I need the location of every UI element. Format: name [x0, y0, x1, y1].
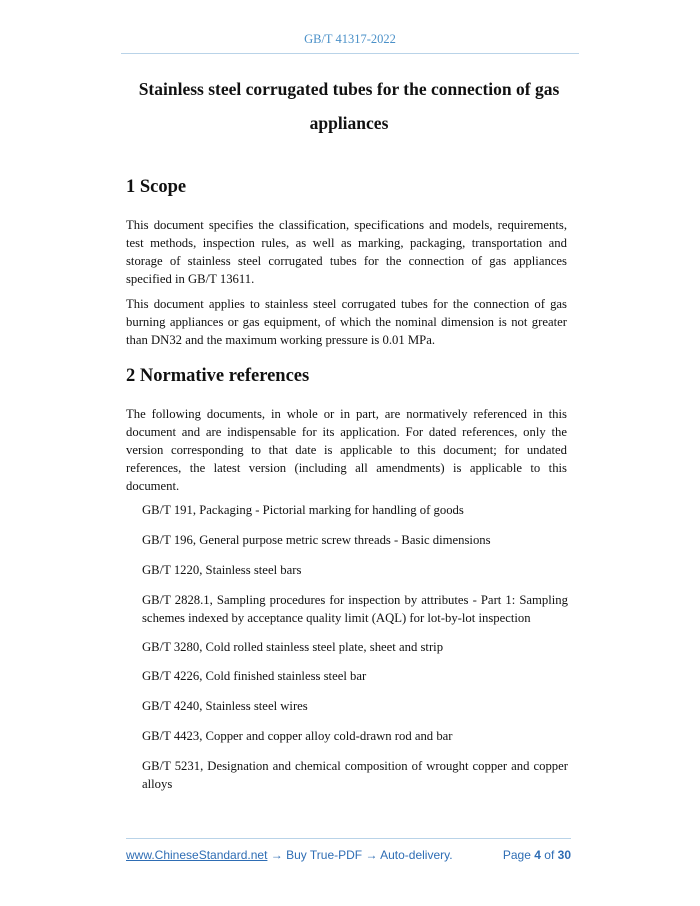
section-heading-scope: 1 Scope [126, 177, 187, 197]
footer-promo [126, 848, 453, 862]
reference-item: GB/T 3280, Cold rolled stainless steel plate, sheet and strip [142, 640, 444, 654]
total-pages: 30 [557, 848, 571, 862]
page-footer [126, 848, 571, 864]
reference-item: GB/T 1220, Stainless steel bars [142, 563, 302, 577]
reference-item: GB/T 196, General purpose metric screw threads - Basic dimensions [142, 533, 491, 547]
chinesestandard-link[interactable]: www.ChineseStandard.net [126, 848, 268, 862]
reference-item: GB/T 191, Packaging - Pictorial marking for handling of goods [142, 503, 464, 517]
footer-divider [126, 838, 571, 839]
section-heading-normative-references: 2 Normative references [126, 366, 310, 386]
reference-item: GB/T 4240, Stainless steel wires [142, 699, 308, 713]
reference-item: GB/T 2828.1, Sampling procedures for inspection by attributes - Part 1: Sampling schemes indexed by acceptance quality limit (AQL) for lot-by-lot inspection [142, 593, 568, 625]
current-page-number: 4 [534, 848, 541, 862]
footer-promo-text: → Buy True-PDF → Auto-delivery. [267, 848, 453, 862]
reference-item: GB/T 5231, Designation and chemical composition of wrought copper and copper alloys [142, 759, 568, 791]
header-divider [121, 53, 579, 54]
normative-references-intro: The following documents, in whole or in part, are normatively referenced in this document and are indispensable for its application. For dated references, only the version corresponding to that date is applicable to this document; for undated references, the latest version (including all amendments) is applicable to this document. [126, 407, 567, 493]
document-title-line-2: appliances [309, 113, 389, 133]
header-standard-code: GB/T 41317-2022 [304, 32, 396, 46]
document-title [126, 72, 572, 140]
reference-item: GB/T 4226, Cold finished stainless steel bar [142, 669, 367, 683]
reference-item: GB/T 4423, Copper and copper alloy cold-drawn rod and bar [142, 729, 453, 743]
scope-paragraph-1: This document specifies the classification, specifications and models, requirements, test methods, inspection rules, as well as marking, packaging, transportation and storage of stainless steel corrugated tubes for the connection of gas appliances specified in GB/T 13611. [126, 218, 567, 286]
page-indicator [503, 848, 571, 862]
document-title-line-1: Stainless steel corrugated tubes for the connection of gas [138, 79, 560, 99]
of-word: of [544, 848, 555, 862]
page-word: Page [502, 848, 531, 862]
scope-paragraph-2: This document applies to stainless steel corrugated tubes for the connection of gas burning appliances or gas equipment, of which the nominal dimension is not greater than DN32 and the maximum working pressure is 0.01 MPa. [126, 297, 567, 347]
